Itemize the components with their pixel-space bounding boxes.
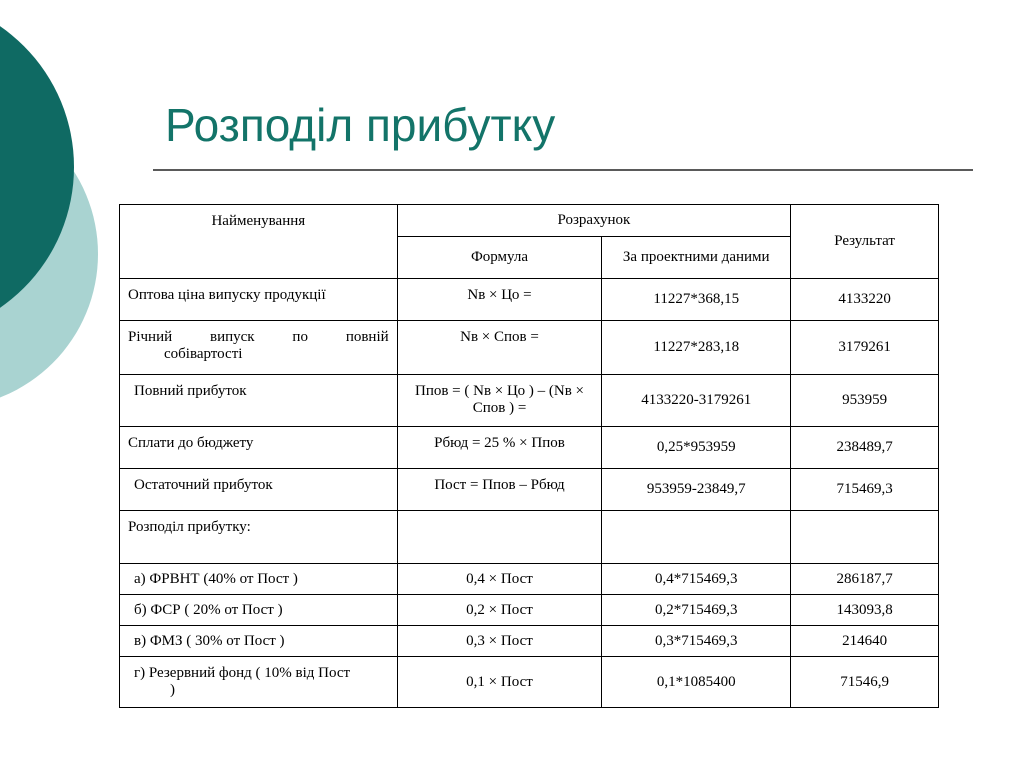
row-formula [397, 511, 602, 564]
table-row [120, 279, 939, 321]
header-project: За проектними даними [602, 237, 791, 279]
row-name: б) ФСР ( 20% от Пост ) [120, 595, 398, 626]
profit-distribution-table [119, 204, 939, 708]
row-name [120, 321, 398, 375]
row-project: 0,2*715469,3 [602, 595, 791, 626]
row-result: 143093,8 [791, 595, 939, 626]
row-name: а) ФРВНТ (40% от Пост ) [120, 564, 398, 595]
row-project [602, 511, 791, 564]
table-row [120, 469, 939, 511]
row-project: 0,3*715469,3 [602, 626, 791, 657]
row-formula: 0,4 × Пост [397, 564, 602, 595]
row-formula: 0,3 × Пост [397, 626, 602, 657]
title-divider [153, 169, 973, 171]
header-row [120, 205, 939, 237]
table-row [120, 657, 939, 708]
row-name: Сплати до бюджету [120, 427, 398, 469]
table-row [120, 321, 939, 375]
row-name: Розподіл прибутку: [120, 511, 398, 564]
row-formula: Рбюд = 25 % × Ппов [397, 427, 602, 469]
row-name-line1: г) Резервний фонд ( 10% від Пост [134, 665, 351, 681]
table-row [120, 564, 939, 595]
row-name: Повний прибуток [120, 375, 398, 427]
row-result: 286187,7 [791, 564, 939, 595]
table-row [120, 626, 939, 657]
row-formula: Nв × Цо = [397, 279, 602, 321]
row-result [791, 511, 939, 564]
row-name-line2: ) [170, 682, 175, 698]
header-result: Результат [791, 205, 939, 279]
row-project: 0,25*953959 [602, 427, 791, 469]
row-formula: 0,2 × Пост [397, 595, 602, 626]
row-result: 953959 [791, 375, 939, 427]
table-row [120, 427, 939, 469]
row-result: 3179261 [791, 321, 939, 375]
row-name: Остаточний прибуток [120, 469, 398, 511]
row-name [120, 657, 398, 708]
row-project: 0,4*715469,3 [602, 564, 791, 595]
header-calc: Розрахунок [397, 205, 790, 237]
header-formula: Формула [397, 237, 602, 279]
row-name-line1: Річний випуск по повній [128, 329, 389, 345]
row-result: 71546,9 [791, 657, 939, 708]
slide-title: Розподіл прибутку [165, 99, 556, 151]
row-formula: 0,1 × Пост [397, 657, 602, 708]
row-formula: Ппов = ( Nв × Цо ) – (Nв × Спов ) = [397, 375, 602, 427]
row-project: 11227*283,18 [602, 321, 791, 375]
row-name: Оптова ціна випуску продукції [120, 279, 398, 321]
row-formula: Пост = Ппов – Рбюд [397, 469, 602, 511]
table-row [120, 511, 939, 564]
row-project: 11227*368,15 [602, 279, 791, 321]
row-project: 0,1*1085400 [602, 657, 791, 708]
row-formula: Nв × Спов = [397, 321, 602, 375]
row-result: 214640 [791, 626, 939, 657]
header-name: Найменування [120, 205, 398, 279]
table-row [120, 595, 939, 626]
row-name: в) ФМЗ ( 30% от Пост ) [120, 626, 398, 657]
row-result: 238489,7 [791, 427, 939, 469]
table-row [120, 375, 939, 427]
row-result: 715469,3 [791, 469, 939, 511]
row-result: 4133220 [791, 279, 939, 321]
row-name-line2: собівартості [164, 346, 243, 362]
row-project: 4133220-3179261 [602, 375, 791, 427]
row-project: 953959-23849,7 [602, 469, 791, 511]
